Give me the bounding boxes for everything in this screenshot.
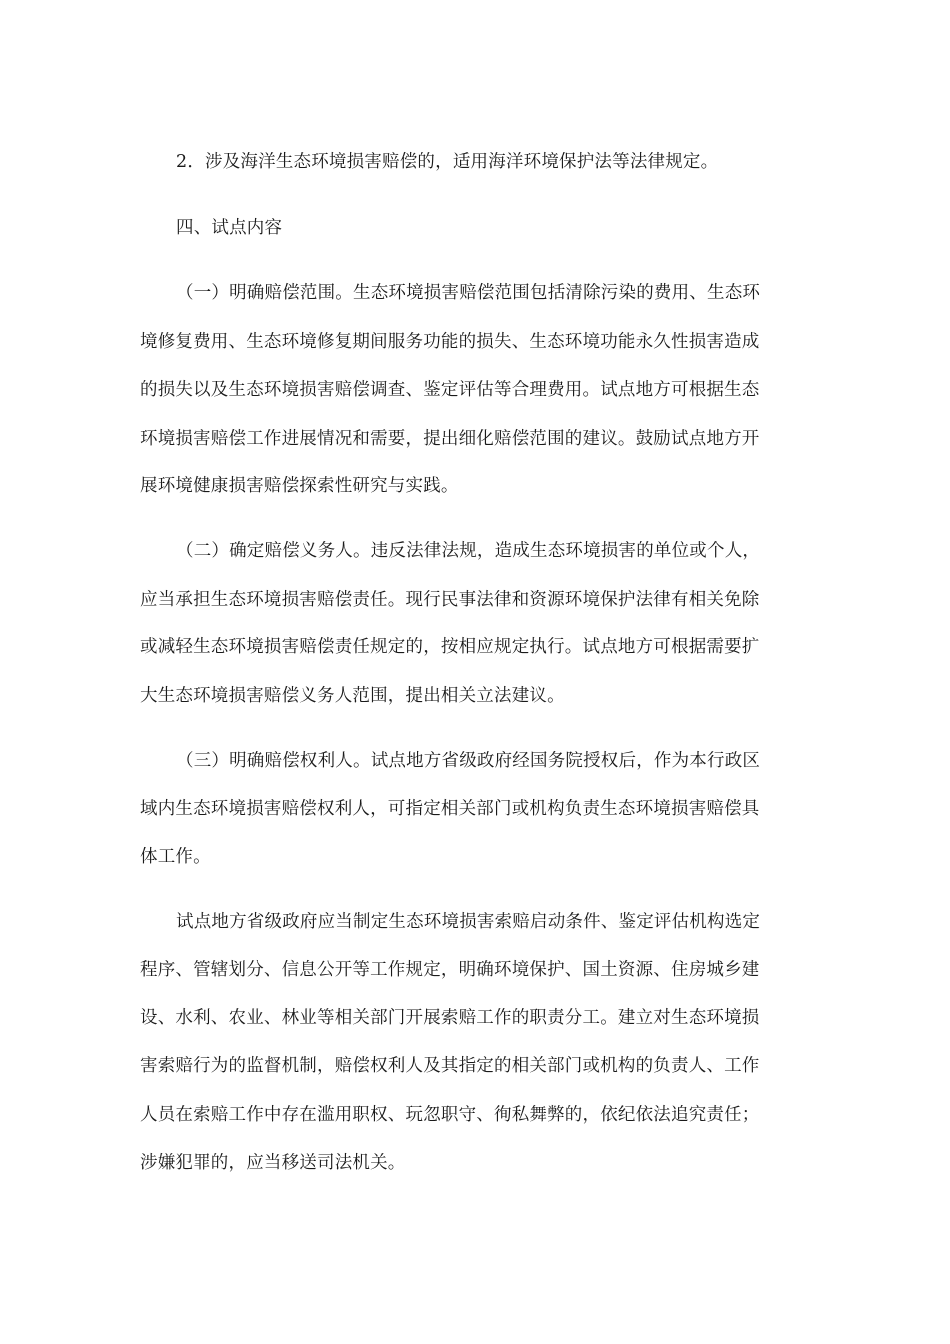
paragraph-line: （二）确定赔偿义务人。违反法律法规，造成生态环境损害的单位或个人， [176,541,761,561]
paragraph-line: 人员在索赔工作中存在滥用职权、玩忽职守、徇私舞弊的，依纪依法追究责任； [140,1105,760,1125]
paragraph-line: 涉嫌犯罪的，应当移送司法机关。 [140,1153,406,1173]
paragraph-line: 的损失以及生态环境损害赔偿调查、鉴定评估等合理费用。试点地方可根据生态 [140,380,760,400]
section-heading: 四、试点内容 [176,218,283,238]
paragraph-line: 程序、管辖划分、信息公开等工作规定，明确环境保护、国土资源、住房城乡建 [140,960,760,980]
paragraph-line: 大生态环境损害赔偿义务人范围，提出相关立法建议。 [140,686,565,706]
paragraph-line: 试点地方省级政府应当制定生态环境损害索赔启动条件、鉴定评估机构选定 [176,912,761,932]
paragraph-line: 设、水利、农业、林业等相关部门开展索赔工作的职责分工。建立对生态环境损 [140,1008,760,1028]
paragraph-line: 展环境健康损害赔偿探索性研究与实践。 [140,476,459,496]
paragraph-line: 境修复费用、生态环境修复期间服务功能的损失、生态环境功能永久性损害造成 [140,332,760,352]
paragraph-line: 2．涉及海洋生态环境损害赔偿的，适用海洋环境保护法等法律规定。 [176,152,719,172]
paragraph-line: （一）明确赔偿范围。生态环境损害赔偿范围包括清除污染的费用、生态环 [176,283,761,303]
paragraph-line: 应当承担生态环境损害赔偿责任。现行民事法律和资源环境保护法律有相关免除 [140,590,760,610]
paragraph-line: （三）明确赔偿权利人。试点地方省级政府经国务院授权后，作为本行政区 [176,751,761,771]
paragraph-line: 环境损害赔偿工作进展情况和需要，提出细化赔偿范围的建议。鼓励试点地方开 [140,429,760,449]
paragraph-line: 体工作。 [140,847,211,867]
paragraph-line: 或减轻生态环境损害赔偿责任规定的，按相应规定执行。试点地方可根据需要扩 [140,637,760,657]
paragraph-line: 害索赔行为的监督机制，赔偿权利人及其指定的相关部门或机构的负责人、工作 [140,1056,760,1076]
paragraph-line: 域内生态环境损害赔偿权利人，可指定相关部门或机构负责生态环境损害赔偿具 [140,799,760,819]
